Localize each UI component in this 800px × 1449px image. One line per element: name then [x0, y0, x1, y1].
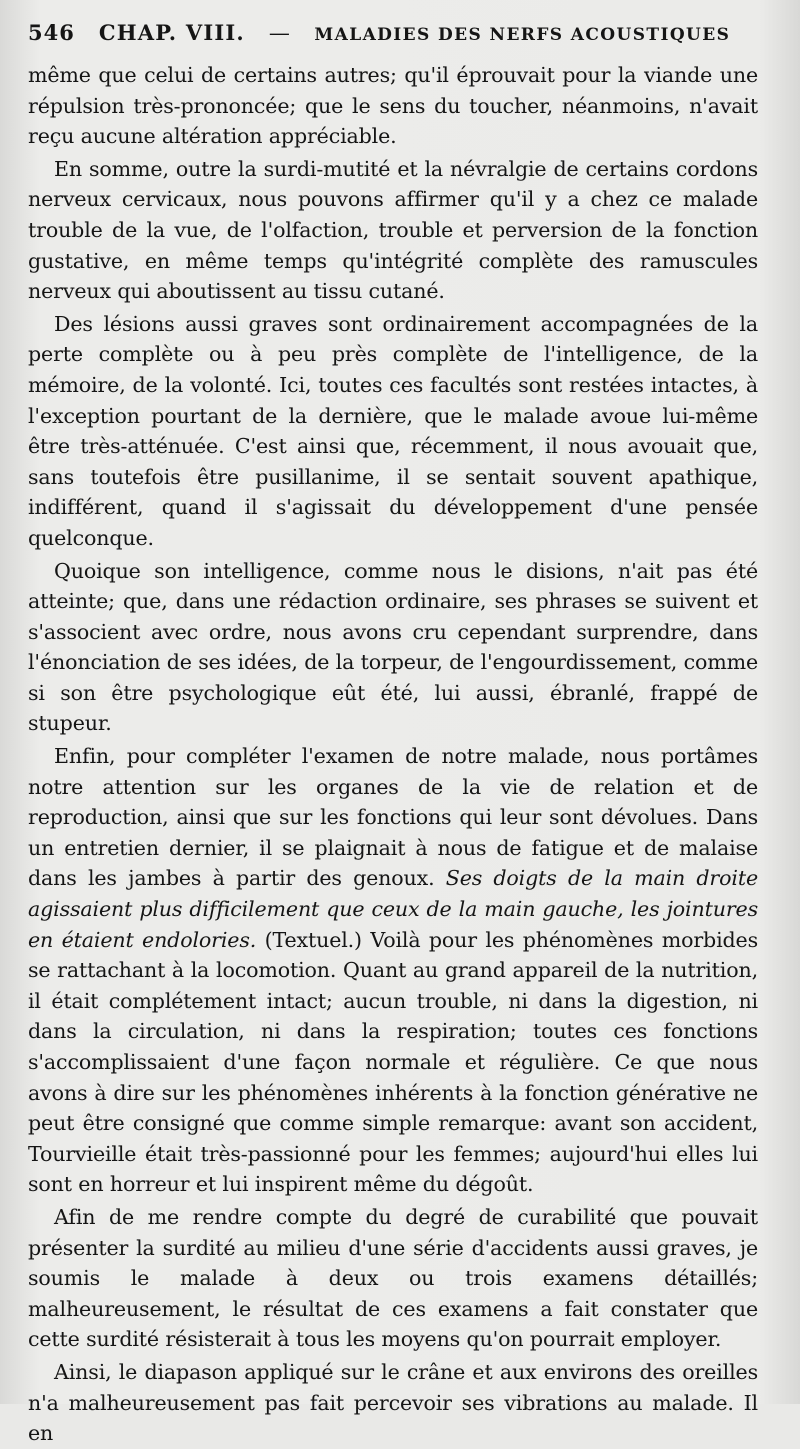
paragraph-5-text-before-quote: Enfin, pour compléter l'examen de notre malade, nous portâmes notre attention sur les organes de la vie de relation et de reproduction, ainsi que sur les fonctions qui leur sont dévolues. Dans un entretien dernier, il se plaignait à nous de fatigue et de malaise dans les jambes à partir des genoux. — [28, 744, 758, 891]
running-head — [28, 20, 758, 50]
paragraph-6: Afin de me rendre compte du degré de curabilité que pouvait présenter la surdité au milieu d'une série d'accidents aussi graves, je soumis le malade à deux ou trois examens détaillés; malheureusement, le résultat de ces examens a fait constater que cette surdité résisterait à tous les moyens qu'on pourrait employer. — [28, 1204, 758, 1352]
body-text — [28, 60, 758, 1449]
chapter-label: CHAP. VIII. — [98, 20, 245, 45]
paragraph-5 — [28, 741, 758, 1200]
page-number: 546 — [28, 20, 75, 45]
paragraph-2: En somme, outre la surdi-mutité et la névralgie de certains cordons nerveux cervicaux, nous pouvons affirmer qu'il y a chez ce malade trouble de la vue, de l'olfaction, trouble et perversion de la fonction gustative, en même temps qu'intégrité complète des ramuscules nerveux qui aboutissent au tissu cutané. — [28, 156, 758, 304]
paragraph-5-text-after-quote: (Textuel.) Voilà pour les phénomènes morbides se rattachant à la locomotion. Quant au grand appareil de la nutrition, il était complétement intact; aucun trouble, ni dans la digestion, ni dans la circulation, ni dans la respiration; toutes ces fonctions s'accomplissaient d'une façon normale et régulière. Ce que nous avons à dire sur les phénomènes inhérents à la fonction générative ne peut être consigné que comme simple remarque: avant son accident, Tourvieille était très-passionné pour les femmes; aujourd'hui elles lui sont en horreur et lui inspirent même du dégoût. — [28, 927, 758, 1197]
paragraph-1: même que celui de certains autres; qu'il éprouvait pour la viande une répulsion très-prononcée; que le sens du toucher, néanmoins, n'avait reçu aucune altération appréciable. — [28, 63, 758, 149]
paragraph-7: Ainsi, le diapason appliqué sur le crâne et aux environs des oreilles n'a malheureusement pas fait percevoir ses vibrations au malade. Il en — [28, 1359, 758, 1446]
patient-quote: Ses doigts de la main droite agissaient plus difficilement que ceux de la main gauche, les jointures en étaient endolories. — [28, 866, 758, 952]
section-title: MALADIES DES NERFS ACOUSTIQUES — [314, 25, 731, 45]
header-dash: — — [268, 21, 291, 45]
paragraph-3: Des lésions aussi graves sont ordinairement accompagnées de la perte complète ou à peu près complète de l'intelligence, de la mémoire, de la volonté. Ici, toutes ces facultés sont restées intactes, à l'exception pourtant de la dernière, que le malade avoue lui-même être très-atténuée. C'est ainsi que, récemment, il nous avouait que, sans toutefois être pusillanime, il se sentait souvent apathique, indifférent, quand il s'agissait du développement d'une pensée quelconque. — [28, 311, 758, 550]
paragraph-4: Quoique son intelligence, comme nous le disions, n'ait pas été atteinte; que, dans une rédaction ordinaire, ses phrases se suivent et s'associent avec ordre, nous avons cru cependant surprendre, dans l'énonciation de ses idées, de la torpeur, de l'engourdissement, comme si son être psychologique eût été, lui aussi, ébranlé, frappé de stupeur. — [28, 558, 758, 736]
